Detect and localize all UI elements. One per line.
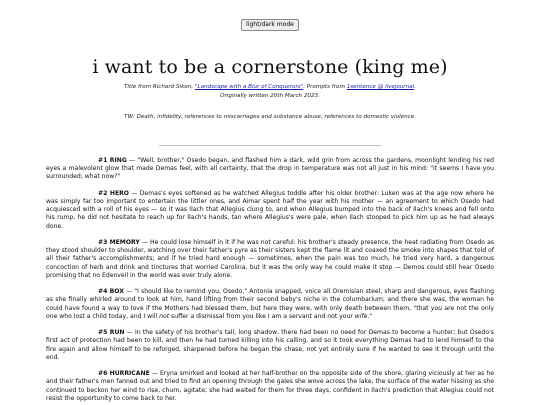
section-text: — In the safety of his brother's tall, long shadow, there had been no need for Demas to become a hunter; but Osedo's first act of protection had been to kill, and then he had turned killing into his calling, and so it took everything Demas had to lend himself to the fire again and allow himself to be reforged, sharpened before he began the chase, not yet entirely sure if he wanted to see it through until the end. [46, 329, 494, 361]
story-body [46, 146, 494, 403]
story-title: i want to be a cornerstone (king me) [92, 56, 448, 78]
section-ring [46, 157, 494, 182]
section-heading: #6 HURRICANE [98, 370, 150, 378]
section-heading: #5 RUN [98, 329, 125, 337]
emphasis-you: you [430, 304, 443, 312]
section-heading: #4 BOX [98, 288, 124, 296]
title-from-text: Title from Richard Siken, [124, 84, 195, 90]
story-meta [0, 83, 540, 100]
toggle-wrap [0, 0, 540, 31]
emphasis-wife: wife [354, 312, 368, 320]
section-text: ." [367, 312, 373, 320]
section-heading: #2 HERO [98, 189, 129, 197]
section-text: — Eryna smirked and looked at her half-brother on the opposite side of the shore, glaring viciously at her as he and their father's men fanned out and tried to find an opening through the gales she wove across the lake, the surface of the water hissing as she continued to beckon her wind to rise, churn, agitate; she had waited for them for three days, confident in Ilach's prediction that Allegius could not resist the opportunity to come back to her. [46, 370, 494, 402]
section-box [46, 288, 494, 321]
prompts-suffix: . [414, 84, 416, 90]
section-text: — He could lose himself in it if he was not careful: his brother's steady presence, the heat radiating from Osedo as they stood shoulder to shoulder, watching over their father's pyre as their sisters kept the flame lit and coaxed the smoke into shapes that told of all their father's accomplishments; and if he tried hard enough — sometimes, when the pain was too much, he tried very hard, a dangerous concoction of herb and drink and tinctures that worried Carolina, but it was the only way he could make it stop — Demos could still hear Osedo promising that no Edenveil in the world was ever truly alone. [46, 239, 494, 279]
livejournal-link[interactable]: 1sentence @ livejournal [346, 84, 415, 90]
siken-poem-link[interactable]: "Landscape with a Blur of Conquerors" [194, 84, 304, 90]
section-text: are not the only one who lost a child today, and I will [46, 304, 494, 320]
emphasis-not: not [159, 312, 170, 320]
section-memory [46, 239, 494, 280]
section-run [46, 329, 494, 362]
prompts-text: . Prompts from [303, 84, 347, 90]
section-text: suffer a dismissal from you like I am a servant and not your [169, 312, 355, 320]
section-text: — "I should like to remind you, Osedo," Antonia snapped, voice all Oremisian steel, sharp and dangerous, eyes flashing as she finally whirled around to look at him, hand lifting from their second baby's niche in the columbarium; and there she was, the woman he could have found a way to love if the Mothers had blessed them, but here they were, with only death between them, "that [46, 288, 494, 312]
section-heading: #3 MEMORY [98, 239, 140, 246]
section-text: — Demas's eyes softened as he watched Allegius toddle after his older brother: Luken was at the age now where he was simply far too important to entertain the littler ones, and Aimar spent half the year with his mother — an agreement to which Osedo had acquiesced with a roll of his eyes — so it was Ilach that Allegius clung to, and when Allegius bumped into the back of Ilach's knees and fell onto his rump, he did not hesitate to reach up for Ilach's hands, tan where Allegius's were pale, when Ilach stooped to pick him up as he had always done. [46, 189, 494, 230]
trigger-warning: TW: Death, infidelity, references to miscarriages and substance abuse, references to domestic violence. [124, 114, 416, 120]
section-heading: #1 RING [98, 157, 127, 164]
section-hero [46, 190, 494, 231]
section-text: — "Well, brother," Osedo began, and flashed him a dark, wild grin from across the gardens, moonlight lending his red eyes a malevolent glow that made Demas feel, with all certainty, that the drop in temperature was not all just in his mind: "it seems I have you surrounded; what now?" [46, 157, 494, 181]
written-date: Originally written 20th March 2023. [220, 92, 320, 99]
light-dark-mode-button[interactable]: light/dark mode [241, 19, 299, 31]
section-hurricane [46, 370, 494, 403]
